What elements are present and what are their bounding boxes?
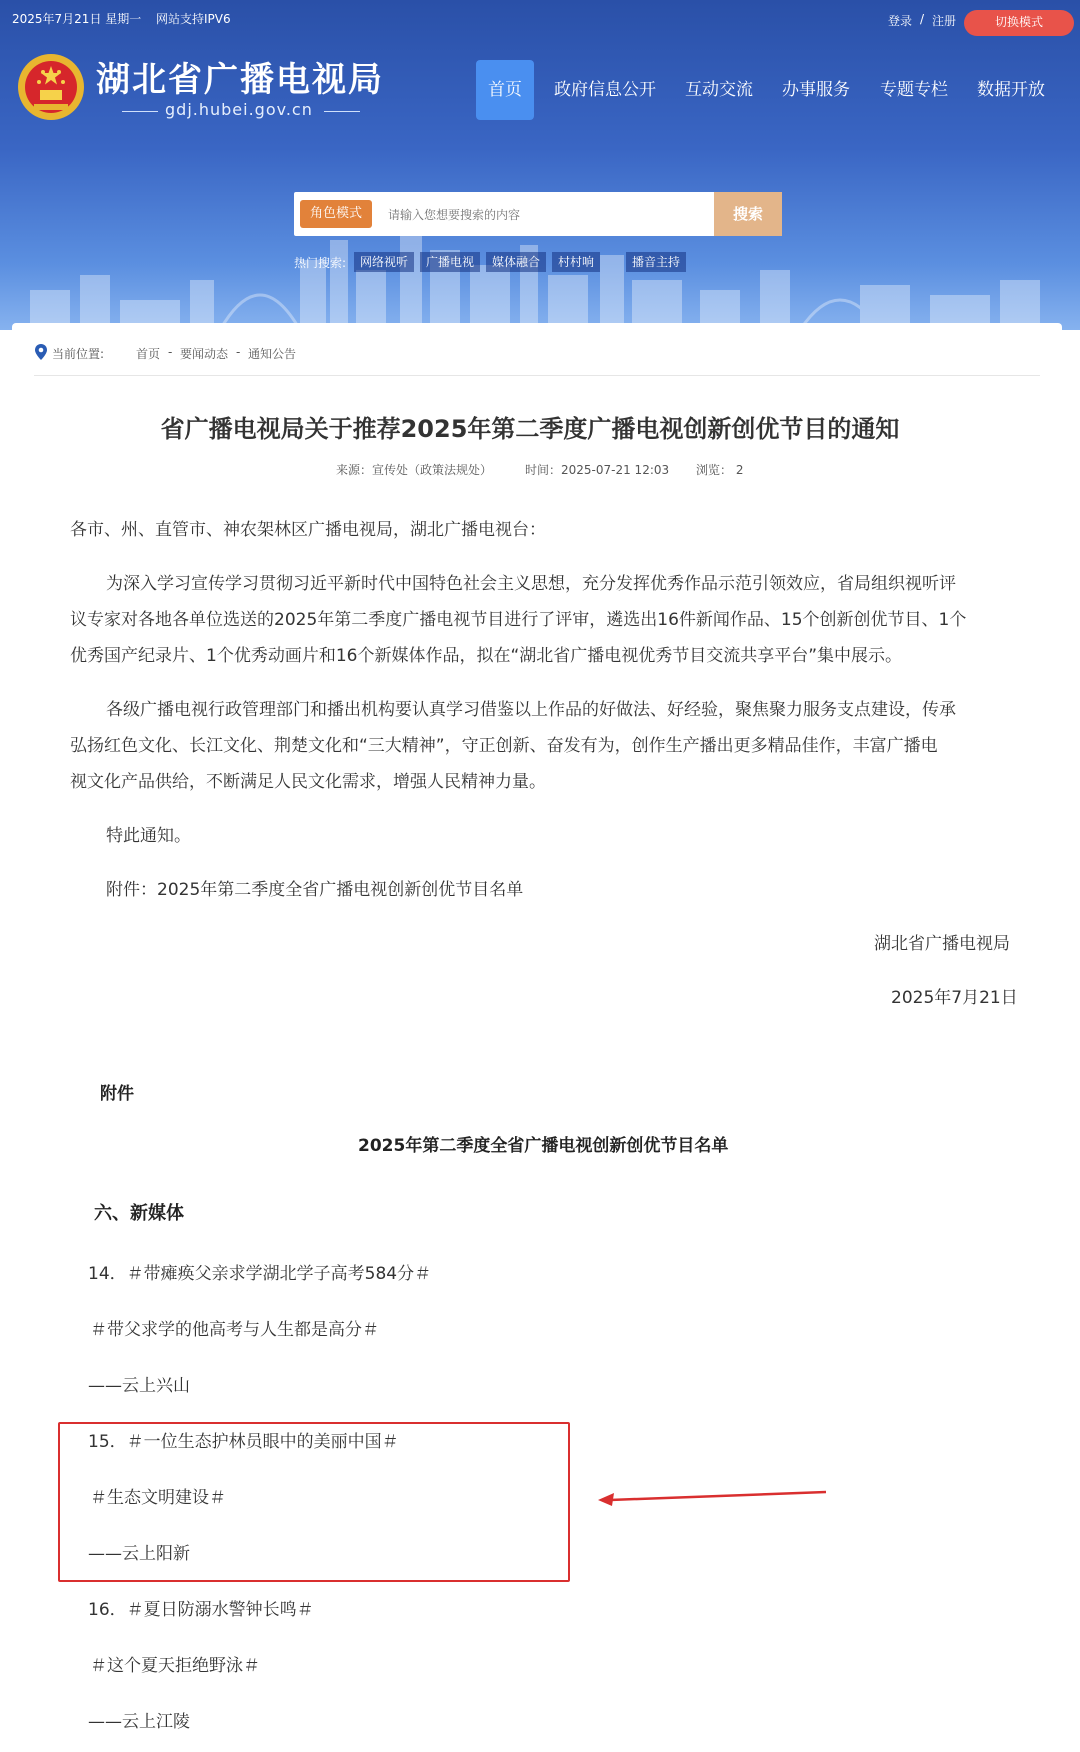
nav-item-gov-info[interactable]: 政府信息公开 bbox=[554, 80, 656, 100]
hot-search-label: 热门搜索: bbox=[294, 256, 347, 270]
signature-date: 2025年7月21日 bbox=[891, 988, 1018, 1008]
entry-16-source: ——云上江陵 bbox=[88, 1712, 190, 1732]
breadcrumb-notices[interactable]: 通知公告 bbox=[248, 347, 297, 361]
register-link[interactable]: 注册 bbox=[932, 14, 957, 28]
notice-closing: 特此通知。 bbox=[106, 826, 191, 846]
site-domain: gdj.hubei.gov.cn bbox=[165, 100, 313, 119]
switch-mode-button[interactable]: 切换模式 bbox=[964, 10, 1074, 36]
search-button[interactable]: 搜索 bbox=[714, 192, 782, 236]
hot-tag-network-av[interactable]: 网络视听 bbox=[354, 252, 414, 272]
paragraph-2-line-3: 视文化产品供给，不断满足人民文化需求，增强人民精神力量。 bbox=[70, 772, 546, 792]
entry-16-subtitle: ＃这个夏天拒绝野泳＃ bbox=[90, 1656, 260, 1676]
breadcrumb-divider bbox=[34, 375, 1040, 376]
paragraph-1-line-2: 议专家对各地各单位选送的2025年第二季度广播电视节目进行了评审，遴选出16件新闻作品、15个创新创优节目、1个 bbox=[70, 610, 967, 630]
top-bar bbox=[12, 10, 1080, 30]
paragraph-1-line-3: 优秀国产纪录片、1个优秀动画片和16个新媒体作品，拟在“湖北省广播电视优秀节目交流共享平台”集中展示。 bbox=[70, 646, 903, 666]
section-heading: 六、新媒体 bbox=[94, 1203, 184, 1224]
domain-divider-right bbox=[324, 111, 360, 112]
paragraph-2-line-2: 弘扬红色文化、长江文化、荆楚文化和“三大精神”，守正创新、奋发有为，创作生产播出更多精品佳作，丰富广播电 bbox=[70, 736, 938, 756]
domain-divider-left bbox=[122, 111, 158, 112]
nav-item-services[interactable]: 办事服务 bbox=[782, 80, 850, 100]
role-mode-button[interactable]: 角色模式 bbox=[300, 200, 372, 228]
entry-16-title: 16．＃夏日防溺水警钟长鸣＃ bbox=[88, 1600, 314, 1620]
paragraph-2-line-1: 各级广播电视行政管理部门和播出机构要认真学习借鉴以上作品的好做法、好经验，聚焦聚力服务支点建设，传承 bbox=[106, 700, 956, 720]
national-emblem-icon[interactable] bbox=[16, 52, 86, 122]
breadcrumb-sep: - bbox=[168, 345, 173, 359]
entry-15-title: 15．＃一位生态护林员眼中的美丽中国＃ bbox=[88, 1432, 399, 1452]
entry-14-source: ——云上兴山 bbox=[88, 1376, 190, 1396]
article-source: 来源：宣传处（政策法规处） bbox=[336, 463, 493, 477]
red-arrow-annotation-icon bbox=[596, 1478, 826, 1518]
salutation: 各市、州、直管市、神农架林区广播电视局，湖北广播电视台： bbox=[70, 520, 546, 540]
city-skyline-decoration bbox=[0, 220, 1080, 330]
nav-item-open-data[interactable]: 数据开放 bbox=[977, 80, 1045, 100]
entry-14-subtitle: ＃带父求学的他高考与人生都是高分＃ bbox=[90, 1320, 379, 1340]
entry-15-source: ——云上阳新 bbox=[88, 1544, 190, 1564]
entry-14-title: 14．＃带瘫痪父亲求学湖北学子高考584分＃ bbox=[88, 1264, 432, 1284]
hot-tag-village[interactable]: 村村响 bbox=[552, 252, 600, 272]
breadcrumb-news[interactable]: 要闻动态 bbox=[180, 347, 229, 361]
paragraph-1-line-1: 为深入学习宣传学习贯彻习近平新时代中国特色社会主义思想，充分发挥优秀作品示范引领效应，省局组织视听评 bbox=[106, 574, 956, 594]
site-header bbox=[0, 0, 1080, 330]
breadcrumb-label: 当前位置: bbox=[52, 347, 105, 361]
breadcrumb-sep: - bbox=[236, 345, 241, 359]
hot-tag-hosting[interactable]: 播音主持 bbox=[626, 252, 686, 272]
login-link[interactable]: 登录 bbox=[888, 14, 913, 28]
highlight-box-entry-15 bbox=[58, 1422, 570, 1582]
article-views: 浏览： 2 bbox=[696, 463, 744, 477]
appendix-label: 附件 bbox=[100, 1084, 134, 1104]
nav-item-home[interactable]: 首页 bbox=[476, 60, 534, 120]
nav-item-topics[interactable]: 专题专栏 bbox=[880, 80, 948, 100]
entry-15-subtitle: ＃生态文明建设＃ bbox=[90, 1488, 226, 1508]
search-input[interactable] bbox=[386, 202, 690, 228]
search-bar bbox=[294, 192, 782, 236]
hot-tag-media-fusion[interactable]: 媒体融合 bbox=[486, 252, 546, 272]
article-time: 时间：2025-07-21 12:03 bbox=[525, 463, 670, 477]
article-card bbox=[12, 323, 1062, 483]
current-date: 2025年7月21日 星期一 bbox=[12, 12, 142, 26]
login-register-separator: / bbox=[920, 12, 925, 26]
ipv6-support-label: 网站支持IPV6 bbox=[156, 12, 231, 26]
attachment-link[interactable]: 附件：2025年第二季度全省广播电视创新创优节目名单 bbox=[106, 880, 524, 900]
article-title: 省广播电视局关于推荐2025年第二季度广播电视创新创优节目的通知 bbox=[160, 415, 900, 443]
breadcrumb-home[interactable]: 首页 bbox=[136, 347, 161, 361]
hot-tag-broadcast-tv[interactable]: 广播电视 bbox=[420, 252, 480, 272]
location-pin-icon bbox=[34, 344, 48, 360]
appendix-title: 2025年第二季度全省广播电视创新创优节目名单 bbox=[358, 1136, 729, 1156]
nav-item-interaction[interactable]: 互动交流 bbox=[685, 80, 753, 100]
signature-org: 湖北省广播电视局 bbox=[874, 934, 1010, 954]
site-title[interactable]: 湖北省广播电视局 bbox=[96, 60, 384, 100]
